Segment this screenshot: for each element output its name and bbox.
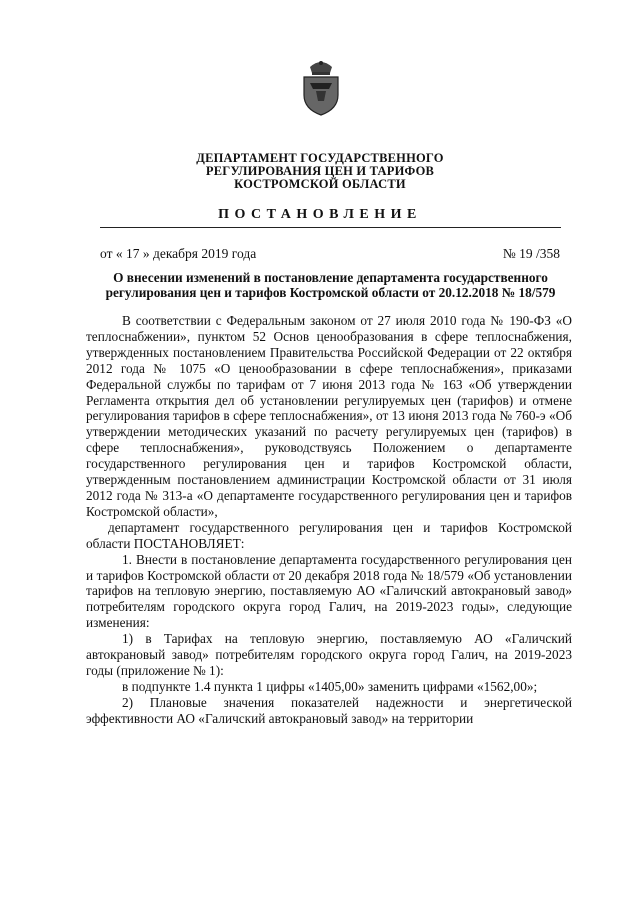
coat-of-arms-emblem	[296, 55, 346, 117]
document-date: от « 17 » декабря 2019 года	[100, 246, 257, 261]
document-number: № 19 /358	[502, 246, 560, 261]
body-paragraph: в подпункте 1.4 пункта 1 цифры «1405,00» заменить цифрами «1562,00»;	[122, 678, 538, 694]
body-paragraph: В соответствии с Федеральным законом от 27 июля 2010 года № 190-ФЗ «О теплоснабжении», пунктом 52 Основ ценообразования в сфере теплоснабжения, утвержденных постановлением Правительства Российской Федерации от 22 октября 2012 года № 1075 «О ценообразовании в сфере теплоснабжения», приказами Федеральной службы по тарифам от 7 июня 2013 года № 163 «Об утверждении Регламента открытия дел об установлении регулируемых цен (тарифов) и отмене регулирования тарифов в сфере теплоснабжения», от 13 июня 2013 года № 760-э «Об утверждении методических указаний по расчету регулируемых цен (тарифов) в сфере теплоснабжения», руководствуясь Положением о департаменте государственного регулирования цен и тарифов Костромской области, утвержденным постановлением администрации Костромской области от 31 июля 2012 года № 313-а «О департаменте государственного регулирования цен и тарифов Костромской области»,	[86, 313, 572, 519]
org-name-line2: РЕГУЛИРОВАНИЯ ЦЕН И ТАРИФОВ	[205, 164, 435, 178]
title-underline	[100, 227, 561, 228]
org-name-line3: КОСТРОМСКОЙ ОБЛАСТИ	[234, 177, 406, 191]
body-paragraph: 1) в Тарифах на тепловую энергию, поставляемую АО «Галичский автокрановый завод» потребителям городского округа город Галич, на 2019-2023 годы (приложение № 1):	[86, 631, 572, 678]
body-paragraph: департамент государственного регулирования цен и тарифов Костромской области ПОСТАНОВЛЯЕТ:	[86, 519, 572, 551]
document-type-title: ПОСТАНОВЛЕНИЕ	[218, 207, 422, 222]
body-paragraph: 2) Плановые значения показателей надежности и энергетической эффективности АО «Галичский автокрановый завод» на территории	[86, 694, 572, 726]
document-subject: О внесении изменений в постановление департамента государственного регулирования цен и тарифов Костромской области от 20.12.2018 № 18/579	[105, 270, 556, 300]
org-name-line1: ДЕПАРТАМЕНТ ГОСУДАРСТВЕННОГО	[196, 151, 444, 165]
document-body	[86, 313, 572, 727]
body-paragraph: 1. Внести в постановление департамента государственного регулирования цен и тарифов Костромской области от 20 декабря 2018 года № 18/579 «Об установлении тарифов на тепловую энергию, поставляемую АО «Галичский автокрановый завод» потребителям городского округа город Галич, на 2019-2023 годы», следующие изменения:	[86, 551, 572, 631]
